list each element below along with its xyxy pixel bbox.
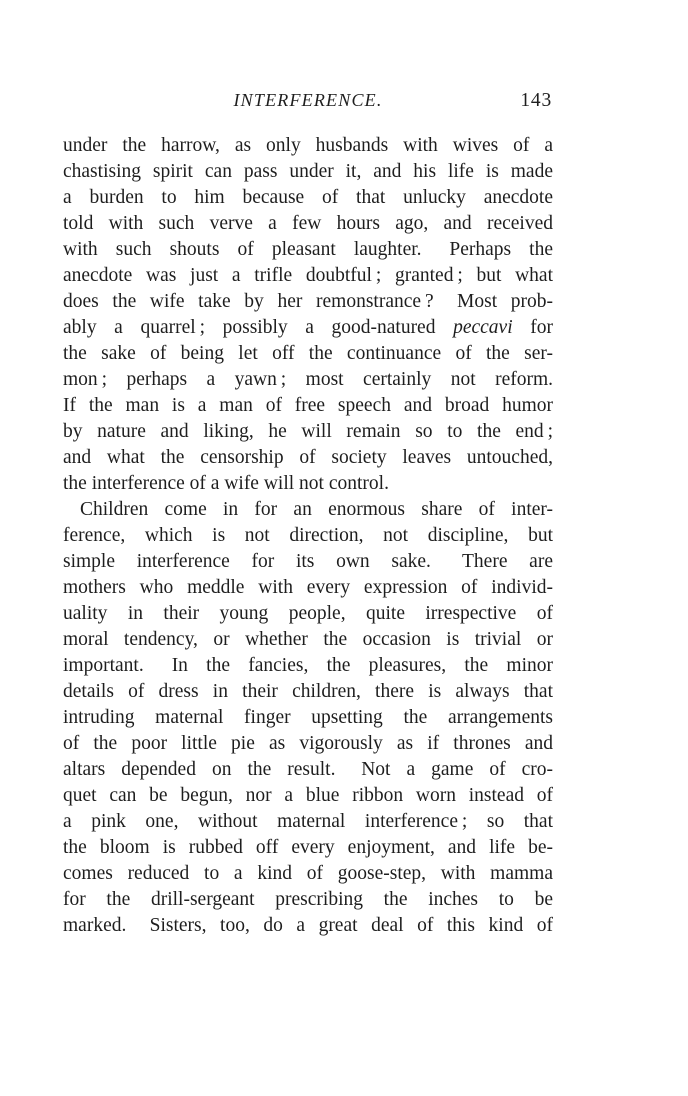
text-line: ference, which is not direction, not discipline, but: [63, 525, 553, 546]
text-line: important. In the fancies, the pleasures, the minor: [63, 655, 553, 676]
text-line: mothers who meddle with every expression of individ-: [63, 577, 553, 598]
text-segment: for: [512, 317, 553, 338]
text-block: [63, 133, 553, 939]
text-line: of the poor little pie as vigorously as if thrones and: [63, 733, 553, 754]
text-line: If the man is a man of free speech and broad humor: [63, 395, 553, 416]
text-line: with such shouts of pleasant laughter. Perhaps the: [63, 239, 553, 260]
text-line: moral tendency, or whether the occasion is trivial or: [63, 629, 553, 650]
text-line: mon ; perhaps a yawn ; most certainly not reform.: [63, 369, 553, 390]
text-line: Children come in for an enormous share of inter-: [80, 499, 553, 520]
paragraph-1: [63, 133, 553, 497]
text-line: altars depended on the result. Not a game of cro-: [63, 759, 553, 780]
text-line: anecdote was just a trifle doubtful ; granted ; but what: [63, 265, 553, 286]
text-line: intruding maternal finger upsetting the arrangements: [63, 707, 553, 728]
text-line: does the wife take by her remonstrance ? Most prob-: [63, 291, 553, 312]
text-line: simple interference for its own sake. There are: [63, 551, 553, 572]
running-head: [63, 90, 553, 116]
text-line: told with such verve a few hours ago, and received: [63, 213, 553, 234]
text-line: and what the censorship of society leaves untouched,: [63, 447, 553, 468]
text-line: the sake of being let off the continuance of the ser-: [63, 343, 553, 364]
text-line: comes reduced to a kind of goose-step, with mamma: [63, 863, 553, 884]
text-line: by nature and liking, he will remain so to the end ;: [63, 421, 553, 442]
paragraph-2: [63, 497, 553, 939]
text-line: for the drill-sergeant prescribing the inches to be: [63, 889, 553, 910]
text-line: the bloom is rubbed off every enjoyment, and life be-: [63, 837, 553, 858]
text-line: uality in their young people, quite irrespective of: [63, 603, 553, 624]
text-line: marked. Sisters, too, do a great deal of this kind of: [63, 915, 553, 936]
page-number: 143: [520, 90, 552, 111]
text-line: quet can be begun, nor a blue ribbon worn instead of: [63, 785, 553, 806]
text-segment: ably a quarrel ; possibly a good-natured: [63, 317, 454, 338]
text-line: a pink one, without maternal interference ; so that: [63, 811, 553, 832]
text-line: chastising spirit can pass under it, and his life is made: [63, 161, 553, 182]
text-line: [63, 315, 553, 341]
text-line: details of dress in their children, there is always that: [63, 681, 553, 702]
text-line: a burden to him because of that unlucky anecdote: [63, 187, 553, 208]
text-line: under the harrow, as only husbands with wives of a: [63, 135, 553, 156]
page-header-title: INTERFERENCE.: [233, 90, 383, 110]
italic-word: peccavi: [453, 317, 513, 338]
text-line: the interference of a wife will not control.: [63, 473, 389, 494]
